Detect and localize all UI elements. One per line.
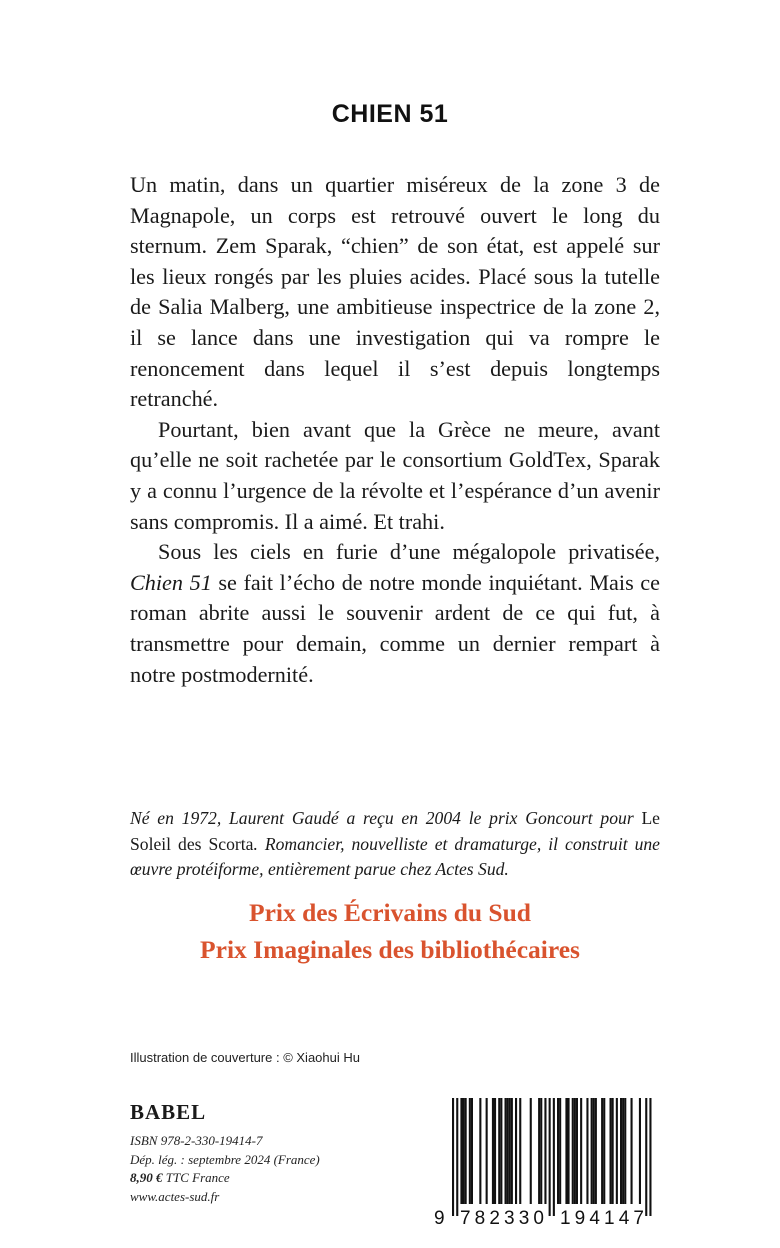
barcode-bar (530, 1098, 532, 1204)
blurb-paragraph-2: Pourtant, bien avant que la Grèce ne meure, avant qu’elle ne soit rachetée par le consortium GoldTex, Sparak y a connu l’urgence de la révolte et l’espérance d’un avenir sans compromis. Il a aimé. Et trahi. (130, 416, 660, 534)
isbn-barcode (430, 1098, 662, 1228)
barcode-bar (505, 1098, 507, 1204)
prizes-block (0, 894, 780, 968)
barcode-bar (649, 1098, 651, 1216)
author-bio (130, 806, 660, 883)
isbn: ISBN 978-2-330-19414-7 (130, 1133, 263, 1148)
barcode-bar (519, 1098, 521, 1204)
prize-2: Prix Imaginales des bibliothécaires (200, 935, 580, 964)
barcode-right-digits: 194147 (560, 1208, 644, 1228)
barcode-bar (460, 1098, 462, 1204)
barcode-bar (500, 1098, 502, 1204)
barcode-bar (591, 1098, 593, 1204)
blurb-p3-start: Sous les ciels en furie d’une mégalopole privatisée, (158, 539, 660, 565)
barcode-bar (538, 1098, 540, 1204)
barcode-bar (568, 1098, 570, 1204)
barcode-bar (595, 1098, 597, 1204)
barcode-bar (463, 1098, 465, 1204)
barcode-bar (465, 1098, 467, 1204)
price-line (130, 1169, 320, 1188)
barcode-bar (492, 1098, 494, 1204)
blurb-p3-end: se fait l’écho de notre monde inquiétant. Mais ce roman abrite aussi le souvenir ardent de ce qui fut, à transmettre pour demain, comme un dernier rempart à notre postmodernité. (130, 569, 661, 687)
barcode-bar (540, 1098, 542, 1204)
barcode-bar (559, 1098, 561, 1204)
barcode-bar (515, 1098, 517, 1204)
barcode-first-digit: 9 (434, 1208, 445, 1228)
barcode-bar (456, 1098, 458, 1216)
barcode-bar (586, 1098, 588, 1204)
barcode-bar (544, 1098, 546, 1204)
barcode-bar (498, 1098, 500, 1204)
publisher-website: www.actes-sud.fr (130, 1188, 220, 1204)
blurb-book-title: Chien 51 (130, 569, 212, 595)
barcode-bar (452, 1098, 454, 1216)
barcode-bar (471, 1098, 473, 1204)
barcode-bar (572, 1098, 574, 1204)
barcode-bar (645, 1098, 647, 1216)
barcode-bars (452, 1098, 652, 1216)
barcode-bar (593, 1098, 595, 1204)
barcode-bar (622, 1098, 624, 1204)
barcode-bar (574, 1098, 576, 1204)
barcode-bar (565, 1098, 567, 1204)
publisher-imprint: BABEL (130, 1100, 207, 1124)
barcode-bar (610, 1098, 612, 1204)
barcode-bar (486, 1098, 488, 1204)
barcode-bar (612, 1098, 614, 1204)
blurb-paragraph-3 (130, 537, 660, 690)
barcode-bar (511, 1098, 513, 1204)
barcode-bar (601, 1098, 603, 1204)
barcode-bar (620, 1098, 622, 1204)
barcode-bar (469, 1098, 471, 1204)
price-suffix: TTC France (162, 1170, 230, 1186)
book-title: CHIEN 51 (331, 100, 449, 128)
barcode-bar (557, 1098, 559, 1204)
barcode-bar (494, 1098, 496, 1204)
barcode-bar (576, 1098, 578, 1204)
barcode-bar (580, 1098, 582, 1204)
barcode-bar (479, 1098, 481, 1204)
publication-info (130, 1132, 320, 1206)
price: 8,90 € (130, 1170, 163, 1186)
blurb-paragraph-1: Un matin, dans un quartier miséreux de la zone 3 de Magnapole, un corps est retrouvé ouvert le long du sternum. Zem Sparak, “chien” de son état, est appelé sur les lieux rongés par les pluies acides. Placé sous la tutelle de Salia Malberg, une ambitieuse inspectrice de la zone 2, il se lance dans une investigation qui va rompre le renoncement dans lequel il s’est depuis longtemps retranché. (130, 172, 660, 412)
legal-deposit: Dép. lég. : septembre 2024 (France) (130, 1151, 320, 1167)
bio-start: Né en 1972, Laurent Gaudé a reçu en 2004 le prix Goncourt pour (130, 808, 642, 828)
back-cover-blurb (130, 170, 660, 690)
cover-credit: Illustration de couverture : © Xiaohui Hu (130, 1050, 360, 1065)
barcode-bar (507, 1098, 509, 1204)
barcode-bar (639, 1098, 641, 1204)
barcode-bar (603, 1098, 605, 1204)
bio-book-title: Le Soleil des Scorta (130, 808, 660, 854)
barcode-bar (509, 1098, 511, 1204)
barcode-left-digits: 782330 (460, 1208, 544, 1228)
barcode-bar (616, 1098, 618, 1204)
barcode-bar (553, 1098, 555, 1216)
barcode-bar (624, 1098, 626, 1204)
bio-end: . Romancier, nouvelliste et dramaturge, il construit une œuvre protéiforme, entièrement parue chez Actes Sud. (130, 833, 660, 879)
barcode-bar (631, 1098, 633, 1204)
barcode-bar (549, 1098, 551, 1216)
prize-1: Prix des Écrivains du Sud (249, 898, 531, 927)
